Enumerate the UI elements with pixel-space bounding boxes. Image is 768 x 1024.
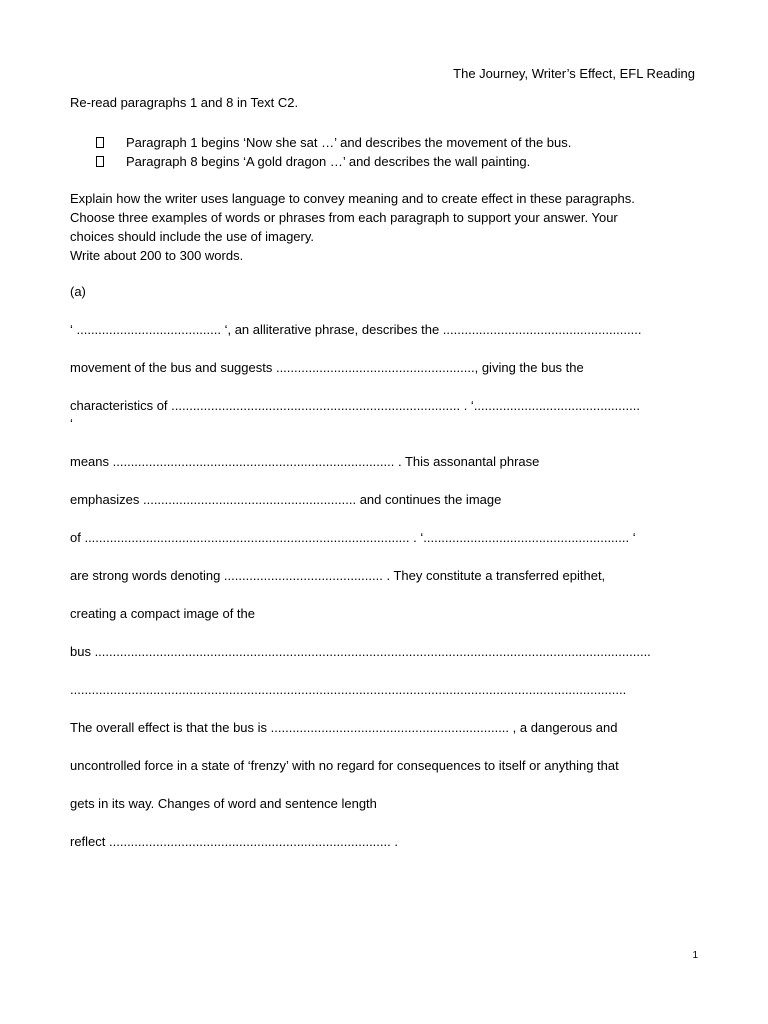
bullet-text: Paragraph 8 begins ‘A gold dragon …’ and describes the wall painting. [126,154,531,169]
intro-text: Re-read paragraphs 1 and 8 in Text C2. [70,95,299,110]
fill-in-line: ‘ ........................................ ‘, an alliterative phrase, describes the ....................................................... [70,322,642,337]
fill-in-line: are strong words denoting ............................................ . They constitute a transferred epithet, [70,568,606,583]
bullet-list [96,133,571,171]
page-header: The Journey, Writer’s Effect, EFL Reading [453,66,695,81]
bullet-box-icon [96,137,104,148]
bullet-item [96,152,571,171]
instruction-line: Explain how the writer uses language to convey meaning and to create effect in these paragraphs. [70,191,635,206]
fill-in-line: reflect .............................................................................. . [70,834,398,849]
fill-in-line: gets in its way. Changes of word and sentence length [70,796,377,811]
fill-in-line: movement of the bus and suggests ......................................................., giving the bus the [70,360,584,375]
fill-in-line: emphasizes ........................................................... and continues the image [70,492,502,507]
bullet-item [96,133,571,152]
instructions [70,189,635,265]
fill-in-line: of .......................................................................................... . ‘......................................................... ‘ [70,530,636,545]
fill-in-line: characteristics of ................................................................................ . ‘.............................................. [70,398,640,413]
instruction-line: Choose three examples of words or phrases from each paragraph to support your answer. Your [70,210,618,225]
fill-in-line: creating a compact image of the [70,606,255,621]
fill-in-line: ‘ [70,416,73,431]
instruction-line: choices should include the use of imagery. [70,229,315,244]
fill-in-line: means .............................................................................. . This assonantal phrase [70,454,540,469]
part-label: (a) [70,284,86,299]
fill-in-line: uncontrolled force in a state of ‘frenzy’ with no regard for consequences to itself or anything that [70,758,619,773]
fill-in-line: .......................................................................................................................................................... [70,682,627,697]
instruction-line: Write about 200 to 300 words. [70,248,244,263]
fill-in-line: bus .......................................................................................................................................................... [70,644,651,659]
bullet-box-icon [96,156,104,167]
page-number: 1 [692,950,698,961]
fill-in-line: The overall effect is that the bus is .................................................................. , a dangerous and [70,720,618,735]
bullet-text: Paragraph 1 begins ‘Now she sat …’ and describes the movement of the bus. [126,135,572,150]
